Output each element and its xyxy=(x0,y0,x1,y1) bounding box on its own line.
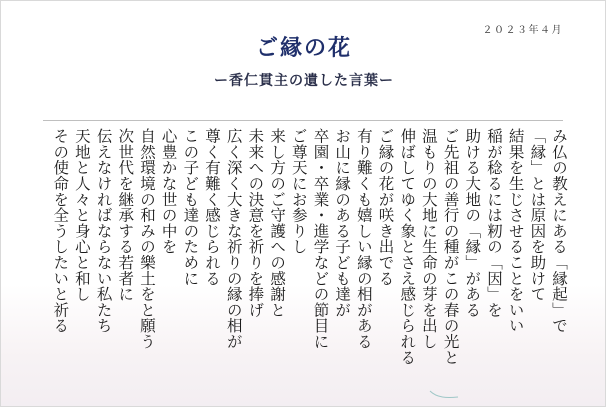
poem-line: 助ける大地の「縁」がある xyxy=(463,128,482,318)
poem-line: 天地と人々と身心と和し xyxy=(72,128,91,302)
poem-body xyxy=(27,128,568,365)
poem-line: 卒園・卒業・進学などの節目に xyxy=(311,128,330,350)
date-label: ２０２３年４月 xyxy=(482,25,563,36)
poem-line: お山に縁のある子ども達が xyxy=(333,128,352,318)
poem-line: 有り難くも嬉しい縁の相がある xyxy=(354,128,373,350)
poem-line: 広く深く大きな祈りの縁の相が xyxy=(224,128,243,350)
poem-line: 「縁」とは原因を助けて xyxy=(528,128,547,302)
poem-line: 伸ばしてゆく象とさえ感じられる xyxy=(398,128,417,365)
decorative-swirl-icon xyxy=(429,389,459,399)
poem-line: その使命を全うしたいと祈る xyxy=(51,128,70,334)
poem-line: 自然環境の和みの樂土をと願う xyxy=(137,128,156,350)
poem-line: ご縁の花が咲き出でる xyxy=(376,128,395,286)
poem-line: み仏の教えにある「縁起」で xyxy=(550,128,568,334)
poem-line: 来し方のご守護への感謝と xyxy=(268,128,287,318)
poem-line: ご先祖の善行の種がこの春の光と xyxy=(441,128,460,365)
poem-line: 温もりの大地に生命の芽を出し xyxy=(419,128,438,350)
poem-line: 心豊かな世の中を xyxy=(159,128,178,255)
poem-line: 未来への決意を祈りを捧げ xyxy=(246,128,265,318)
page-title: ご縁の花 xyxy=(255,35,352,61)
divider-rule xyxy=(43,120,563,121)
poem-line: 伝えなければならない私たち xyxy=(94,128,113,334)
poem-line: 結果を生じさせることをいい xyxy=(506,128,525,334)
poem-line: この子ども達のために xyxy=(181,128,200,286)
poem-line: ご尊天にお参りし xyxy=(289,128,308,255)
page-subtitle: ー香仁貫主の遺した言葉ー xyxy=(214,73,394,89)
poem-line: 次世代を継承する若者に xyxy=(116,128,135,302)
poem-line: 稲が稔るには籾の「因」を xyxy=(484,128,503,318)
poem-line: 尊く有難く感じられる xyxy=(203,128,221,286)
